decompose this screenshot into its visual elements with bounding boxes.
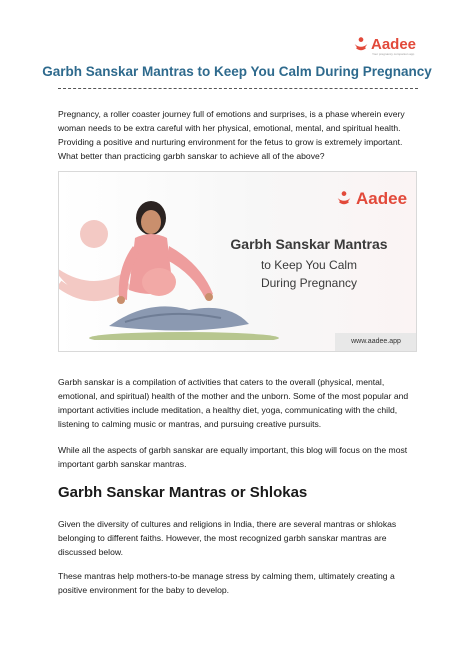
hero-banner-image xyxy=(58,171,417,352)
aadee-mark-icon xyxy=(352,36,370,54)
banner-url: www.aadee.app xyxy=(351,338,401,345)
banner-url-box xyxy=(335,333,417,352)
paragraph-garbh-sanskar: Garbh sanskar is a compilation of activities that caters to the overall (physical, mental, emotional, and spiritual) health of the mother and the unborn. Some of the most popular and important activities include meditation, a healthy diet, yoga, communicating with the child, listening to calming music or mantras, and pursuing creative pursuits. xyxy=(58,377,409,429)
banner-mark-icon xyxy=(335,190,353,208)
page-title: Garbh Sanskar Mantras to Keep You Calm During Pregnancy xyxy=(42,64,432,79)
brand-name: Aadee xyxy=(371,36,417,53)
banner-heading-line1: Garbh Sanskar Mantras xyxy=(230,236,388,252)
banner-heading-line2: to Keep You Calm xyxy=(260,258,358,272)
banner-brand-name: Aadee xyxy=(356,189,408,208)
section-heading: Garbh Sanskar Mantras or Shlokas xyxy=(58,484,308,501)
paragraph-blog-focus: While all the aspects of garbh sanskar are equally important, this blog will focus on the most important garbh sanskar mantras. xyxy=(58,445,408,469)
banner-heading-line3: During Pregnancy xyxy=(260,276,358,290)
title-divider xyxy=(58,88,418,89)
paragraph-diversity: Given the diversity of cultures and religions in India, there are several mantras or shlokas belonging to different faiths. However, the most recognized garbh sanskar mantras are discussed below. xyxy=(58,519,397,557)
paragraph-stress: These mantras help mothers-to-be manage stress by calming them, ultimately creating a positive environment for the baby to develop. xyxy=(58,571,395,595)
intro-paragraph: Pregnancy, a roller coaster journey full of emotions and surprises, is a phase wherein every woman needs to be extra careful with her physical, emotional, mental, and spiritual health. Providing a positive and nurturing environment for the fetus to grow is extremely important. What better than practicing garbh sanskar to achieve all of the above? xyxy=(58,109,405,161)
aadee-logo xyxy=(352,33,422,57)
brand-tagline: Your pregnancy companion app xyxy=(372,52,415,56)
banner-logo xyxy=(335,188,415,212)
